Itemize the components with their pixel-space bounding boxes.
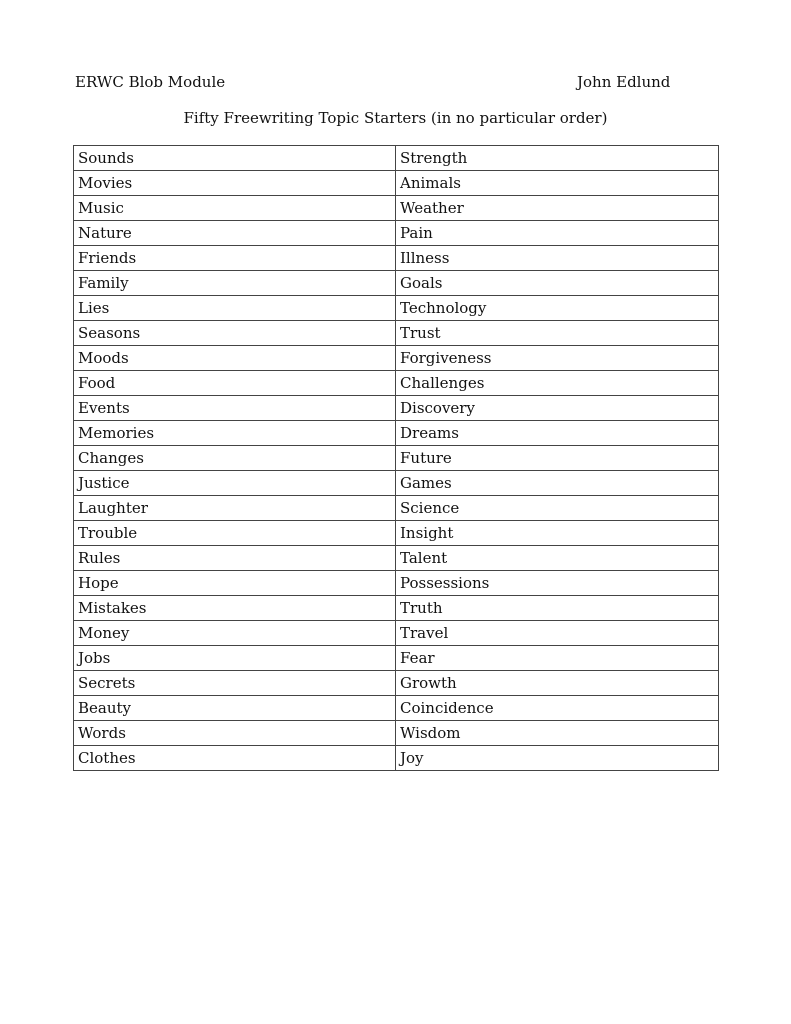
topic-cell-right: Forgiveness [396, 346, 719, 371]
table-row [74, 496, 719, 521]
topic-cell-left: Seasons [74, 321, 396, 346]
topic-cell-right: Dreams [396, 421, 719, 446]
topic-cell-right: Illness [396, 246, 719, 271]
topic-cell-left: Justice [74, 471, 396, 496]
document-title: Fifty Freewriting Topic Starters (in no particular order) [183, 109, 608, 127]
topic-cell-left: Trouble [74, 521, 396, 546]
table-row [74, 246, 719, 271]
table-row [74, 596, 719, 621]
table-row [74, 346, 719, 371]
header-author-name: John Edlund [577, 73, 671, 91]
topic-cell-right: Pain [396, 221, 719, 246]
topic-cell-left: Money [74, 621, 396, 646]
topic-cell-left: Music [74, 196, 396, 221]
topic-cell-right: Strength [396, 146, 719, 171]
topic-cell-left: Hope [74, 571, 396, 596]
topic-cell-left: Nature [74, 221, 396, 246]
table-row [74, 196, 719, 221]
topic-cell-left: Sounds [74, 146, 396, 171]
topic-cell-right: Coincidence [396, 696, 719, 721]
topic-cell-right: Talent [396, 546, 719, 571]
table-row [74, 271, 719, 296]
topic-cell-left: Food [74, 371, 396, 396]
topic-cell-left: Words [74, 721, 396, 746]
table-row [74, 746, 719, 771]
topic-cell-right: Travel [396, 621, 719, 646]
table-row [74, 321, 719, 346]
topic-cell-right: Growth [396, 671, 719, 696]
topic-cell-right: Goals [396, 271, 719, 296]
table-row [74, 371, 719, 396]
topic-cell-left: Clothes [74, 746, 396, 771]
topic-cell-left: Jobs [74, 646, 396, 671]
topic-cell-right: Challenges [396, 371, 719, 396]
table-row [74, 446, 719, 471]
table-row [74, 221, 719, 246]
topic-cell-left: Moods [74, 346, 396, 371]
topic-cell-right: Discovery [396, 396, 719, 421]
topic-cell-right: Technology [396, 296, 719, 321]
table-row [74, 721, 719, 746]
topic-cell-left: Secrets [74, 671, 396, 696]
table-row [74, 521, 719, 546]
topic-cell-right: Fear [396, 646, 719, 671]
topic-cell-right: Truth [396, 596, 719, 621]
table-row [74, 696, 719, 721]
table-row [74, 421, 719, 446]
topic-cell-left: Memories [74, 421, 396, 446]
topic-cell-left: Mistakes [74, 596, 396, 621]
topics-table [73, 145, 719, 771]
topics-table-body [74, 146, 719, 771]
topic-cell-right: Trust [396, 321, 719, 346]
header-module-name: ERWC Blob Module [75, 73, 226, 91]
topic-cell-right: Weather [396, 196, 719, 221]
table-row [74, 396, 719, 421]
topic-cell-left: Events [74, 396, 396, 421]
table-row [74, 296, 719, 321]
topic-cell-right: Future [396, 446, 719, 471]
topic-cell-right: Science [396, 496, 719, 521]
topic-cell-left: Laughter [74, 496, 396, 521]
topic-cell-left: Changes [74, 446, 396, 471]
topic-cell-left: Beauty [74, 696, 396, 721]
table-row [74, 146, 719, 171]
topic-cell-right: Animals [396, 171, 719, 196]
table-row [74, 571, 719, 596]
topic-cell-right: Insight [396, 521, 719, 546]
topic-cell-left: Family [74, 271, 396, 296]
table-row [74, 546, 719, 571]
topic-cell-right: Joy [396, 746, 719, 771]
table-row [74, 621, 719, 646]
topic-cell-right: Possessions [396, 571, 719, 596]
topic-cell-left: Lies [74, 296, 396, 321]
topic-cell-right: Wisdom [396, 721, 719, 746]
topic-cell-left: Friends [74, 246, 396, 271]
topic-cell-left: Movies [74, 171, 396, 196]
table-row [74, 171, 719, 196]
table-row [74, 646, 719, 671]
topic-cell-right: Games [396, 471, 719, 496]
table-row [74, 471, 719, 496]
topic-cell-left: Rules [74, 546, 396, 571]
table-row [74, 671, 719, 696]
